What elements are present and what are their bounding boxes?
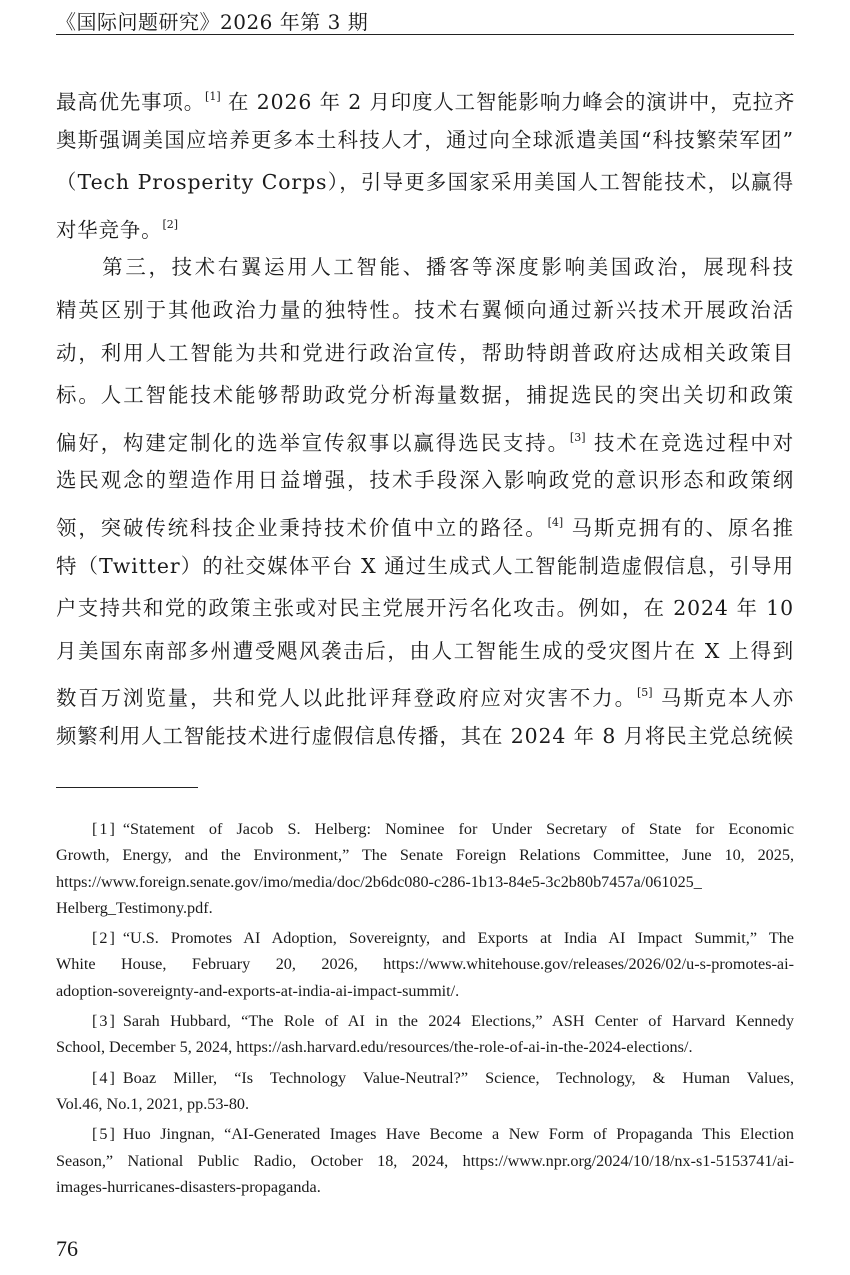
footnote-entry (56, 1121, 794, 1200)
body-line-text: 最高优先事项。 (56, 90, 206, 114)
footnote-number: [3] (92, 1012, 117, 1031)
footnote-text: White House, February 20, 2026, https://www.whitehouse.gov/releases/2026/02/u-s-promotes-ai- (56, 955, 794, 974)
footnote-reference[interactable]: [4] (547, 515, 564, 529)
footnote-line (56, 925, 794, 951)
footnote-number: [2] (92, 929, 117, 948)
body-text (56, 76, 794, 758)
body-line (56, 119, 794, 162)
footnote-entry (56, 1008, 794, 1061)
footnote-text: “Statement of Jacob S. Helberg: Nominee for Under Secretary of State for Economic (122, 820, 794, 838)
body-line (56, 289, 794, 332)
body-line-text: 在 2026 年 2 月印度人工智能影响力峰会的演讲中，克拉齐 (220, 90, 796, 114)
footnote-line (56, 951, 794, 977)
footnote-text: Helberg_Testimony.pdf. (56, 898, 213, 917)
footnote-reference[interactable]: [1] (205, 90, 221, 103)
page-number: 76 (56, 1236, 78, 1261)
footnote-reference[interactable]: [3] (569, 430, 586, 444)
body-line-text: 对华竞争。 (56, 217, 163, 242)
body-line-text: 月美国东南部多州遭受飓风袭击后，由人工智能生成的受灾图片在 X 上得到 (56, 638, 794, 663)
body-line (56, 459, 794, 502)
body-line (56, 374, 794, 417)
footnote-text: Growth, Energy, and the Environment,” The Senate Foreign Relations Committee, June 10, 2025, (56, 846, 794, 865)
body-line-text: 选民观念的塑造作用日益增强，技术手段深入影响政党的意识形态和政策纲 (56, 468, 794, 493)
body-line-text: 户支持共和党的政策主张或对民主党展开污名化攻击。例如，在 2024 年 10 (56, 596, 794, 621)
footnote-line (56, 1121, 794, 1147)
body-line (56, 204, 794, 247)
footnote-line (56, 978, 794, 1004)
body-line-text: （Tech Prosperity Corps），引导更多国家采用美国人工智能技术，以赢得 (56, 170, 794, 195)
footnote-entry (56, 925, 794, 1004)
footnote-line (56, 816, 794, 842)
body-line-text: 马斯克本人亦 (652, 686, 794, 711)
footnote-line (56, 1008, 794, 1034)
body-line (56, 545, 794, 588)
footnote-text: Season,” National Public Radio, October 18, 2024, https://www.npr.org/2024/10/18/nx-s1-5153741/ai- (56, 1151, 794, 1170)
footnote-text: https://www.foreign.senate.gov/imo/media/doc/2b6dc080-c286-1b13-84e5-3c2b80b7457a/061025_ (56, 872, 702, 891)
footnote-separator (56, 787, 198, 788)
footnote-text: “U.S. Promotes AI Adoption, Sovereignty, and Exports at India AI Impact Summit,” The (122, 929, 794, 948)
body-line (56, 76, 794, 119)
footnote-text: adoption-sovereignty-and-exports-at-india-ai-impact-summit/. (56, 981, 460, 1000)
footnote-text: Huo Jingnan, “AI-Generated Images Have Become a New Form of Propaganda This Election (122, 1125, 794, 1144)
body-line-text: 频繁利用人工智能技术进行虚假信息传播，其在 2024 年 8 月将民主党总统候 (56, 723, 794, 748)
footnote-text: School, December 5, 2024, https://ash.harvard.edu/resources/the-role-of-ai-in-the-2024-elections/. (56, 1038, 693, 1057)
body-line (56, 630, 794, 673)
body-line-text: 技术在竞选过程中对 (585, 430, 794, 455)
footnote-number: [4] (92, 1068, 117, 1087)
body-line-text: 偏好，构建定制化的选举宣传叙事以赢得选民支持。 (56, 430, 570, 455)
body-line (56, 715, 794, 758)
body-line (56, 332, 794, 375)
footnote-reference[interactable]: [5] (636, 686, 653, 700)
footnote-reference[interactable]: [2] (162, 217, 179, 231)
footnote-line (56, 842, 794, 868)
footnote-line (56, 1034, 794, 1060)
body-line-text: 第三，技术右翼运用人工智能、播客等深度影响美国政治，展现科技 (56, 255, 794, 280)
body-line (56, 417, 794, 460)
body-line (56, 502, 794, 545)
body-line-text: 精英区别于其他政治力量的独特性。技术右翼倾向通过新兴技术开展政治活 (56, 297, 794, 322)
footnote-number: [5] (92, 1125, 117, 1144)
body-line-text: 马斯克拥有的、原名推 (563, 515, 794, 540)
footnote-entry (56, 1065, 794, 1118)
body-line-text: 动，利用人工智能为共和党进行政治宣传，帮助特朗普政府达成相关政策目 (56, 340, 794, 365)
running-header (56, 4, 794, 35)
body-line (56, 161, 794, 204)
footnote-line (56, 1091, 794, 1117)
footnote-text: Sarah Hubbard, “The Role of AI in the 2024 Elections,” ASH Center of Harvard Kennedy (122, 1012, 794, 1031)
footnote-line (56, 1148, 794, 1174)
body-line-text: 数百万浏览量，共和党人以此批评拜登政府应对灾害不力。 (56, 686, 637, 711)
footnote-line (56, 1174, 794, 1200)
journal-issue-title: 《国际问题研究》2026 年第 3 期 (56, 10, 369, 34)
body-line-text: 奥斯强调美国应培养更多本土科技人才，通过向全球派遣美国“科技繁荣军团” (56, 127, 794, 152)
footnote-text: images-hurricanes-disasters-propaganda. (56, 1177, 321, 1196)
footnote-entry (56, 816, 794, 921)
body-line (56, 246, 794, 289)
body-line-text: 特（Twitter）的社交媒体平台 X 通过生成式人工智能制造虚假信息，引导用 (56, 553, 794, 578)
body-line (56, 587, 794, 630)
footnote-line (56, 869, 794, 895)
footnote-line (56, 1065, 794, 1091)
body-line-text: 领，突破传统科技企业秉持技术价值中立的路径。 (56, 515, 548, 540)
footnote-line (56, 895, 794, 921)
footnote-number: [1] (92, 820, 117, 838)
footnote-text: Boaz Miller, “Is Technology Value-Neutral?” Science, Technology, & Human Values, (122, 1068, 794, 1087)
footnotes (56, 816, 794, 1204)
body-line (56, 672, 794, 715)
body-line-text: 标。人工智能技术能够帮助政党分析海量数据，捕捉选民的突出关切和政策 (56, 383, 794, 408)
footnote-text: Vol.46, No.1, 2021, pp.53-80. (56, 1094, 250, 1113)
